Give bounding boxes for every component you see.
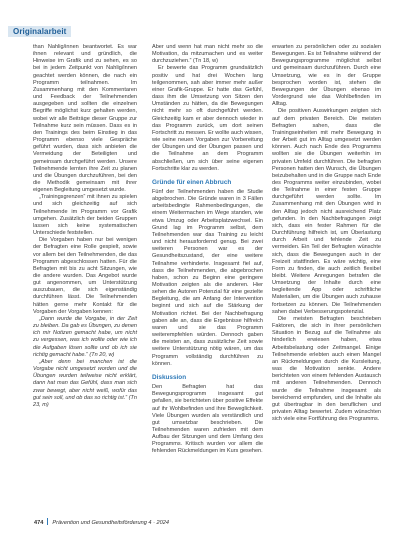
- body-paragraph: Die meisten Befragten beschrieben Faktoren, die sich in ihrer persönlichen Situation in Bezug auf die Teilnahme als hinderlich erwiesen haben, etwa Arbeitsbelastung oder Zeitmangel. Einige Teilnehmende erlebten auch einen Mangel an Rückmeldungen durch die Kursleitung, was die Motivation senkte. Andere berichteten von einem fehlenden Austausch mit anderen Teilnehmenden. Dennoch wurde die Teilnahme insgesamt als bereichernd empfunden, und die Inhalte als gut übertragbar in den beruflichen und privaten Alltag bewertet. Zudem wünschten sich viele eine Fortführung des Programms.: [272, 315, 381, 423]
- journal-title: Prävention und Gesundheitsförderung 4 · 2024: [52, 520, 169, 526]
- page-footer: [34, 518, 169, 526]
- body-paragraph: than Nahlig/innen beantwortet. Es war ihnen relevant und gründlich, die Hinweise im Grafik und zu sehen, es so bei in jedem Zeitpunkt von Nahlig/innen geachtet werden können, die nach ein Programm teilnahmen. Im Zusammenhang mit den Kommentaren und Feedback der Teilnehmenden ausgegeben und sollten die einzelnen Begriffe möglichst kurz gehalten werden, wobei wir alle Beiträge dieser Gruppe zur Teilnahme kurz sein müssen. Dass es in den Trainings des beim Einstieg in das Programm ebenso viele Gespräche geführt wurden, dass sich anbieten die Vermeidung der Beteiligten und gemeinsam durchgeführt werden. Unsere Teilnehmende lernten ihre Zeit zu planen und die Übungen durchzuführen, bei den die Methodik gemeinsam mit ihrer eigenen Begleitung umgesetzt wurde.: [33, 44, 137, 194]
- quote-paragraph: „Aber denn bei manchen ist die Vorgabe nicht umgesetzt worden und die Übungen wurden teilweise nicht erklärt, dann hat man das Gefühl, dass man sich zwar bewegt, aber nicht weiß, wofür das gut sein soll, und ob das so richtig ist.“ (Tn 23, m): [33, 358, 137, 408]
- body-paragraph: Die Vorgaben haben nur bei wenigen der Befragten eine Rolle gespielt, sowie vor allem bei den Teilnehmenden, die das Programm abgeschlossen hatten. Für die Befragten mit bis zu acht Sitzungen, wie die andere wurden. Das Angebot wurde gut angenommen, um Unterstützung auszubauen, die sich eigenständig durchführen lässt. Die Teilnehmenden hätten gerne mehr Kontakt für die Vorgaben der Vorgaben kennen:: [33, 237, 137, 315]
- body-paragraph: Fünf der Teilnehmenden haben die Studie abgebrochen. Die Gründe waren in 3 Fällen arbeitsbedingte Rahmenbedingungen, die einem Weitermachen im Wege standen, wie etwa Umzug oder Arbeitsplatzwechsel. Ein Grund lag im Programm selbst, dem Teilnehmenden war das Training zu leicht und nicht herausfordernd genug. Bei zwei weiteren Personen war es der Gesundheitszustand, der eine weitere Teilnahme verhinderte. Insgesamt fiel auf, dass die Teilnehmenden, die abgebrochen haben, schon zu Beginn eine geringere Motivation zeigten als die anderen. Hier sehen die Autoren Potenzial für eine gezielte Begleitung, die am Anfang der Intervention beginnt und sich auf die Stärkung der Motivation richtet. Bei der Nachbefragung gaben alle an, dass die Ergebnisse hilfreich waren und sie das Programm weiterempfehlen würden. Dennoch gaben die meisten an, dass zusätzliche Zeit sowie weitere Unterstützung nötig wären, um das Programm vollständig durchführen zu können.: [152, 188, 263, 367]
- body-paragraph: Die positiven Auswirkungen zeigten sich auf dem privaten Bereich. Die meisten Befragten sahen, dass die Trainingseinheiten mit mehr Bewegung in der Arbeit gut im Alltag umgesetzt werden können. Auch nach Ende des Programms wollten sie die Übungen weiterhin im privaten Umfeld durchführen. Die befragten Personen hatten den Wunsch, die Übungen beizubehalten und in die Gruppe nach Ende des Programms weiter einzubinden, wobei die Teilnahme in einer festen Gruppe durchgeführt werden sollte. Im Zusammenhang mit den Übungen wird in den Alltag jedoch nicht ausreichend Platz gefunden. In den Nachbefragungen zeigt sich, dass ein fester Rahmen für die Durchführung hilfreich ist, um Überlastung durch Arbeit und fehlende Zeit zu vermeiden. Ein Teil der Befragten wünschte sich, dass die Bewegungen auch in der Freizeit stattfinden. Es wäre wichtig, eine Form zu finden, die auch zeitlich flexibel bleibt. Weitere Anregungen betrafen die Umsetzung der Inhalte durch eine begleitende App oder schriftliche Materialien, um die Übungen auch zuhause fortsetzen zu können. Die Teilnehmenden sahen dabei Verbesserungspotenzial.: [272, 108, 381, 315]
- body-paragraph: Er bewerte das Programm grundsätzlich positiv und hat drei Wochen lang teilgenommen, sah aber immer mehr außer einer Grafik-Gruppe. Er hatte das Gefühl, dass ihm die Umsetzung von Sitzen den Umständen zu hätten, da die Bewegungen nicht mehr so oft durchgeführt werden. Gleichzeitig kam er aber dennoch wieder in das Programm zurück, um dort seinen Fortschritt zu messen. Er wollte auch wissen, wie seine neuen Vorgaben zur Vorbereitung der Übungen und der Übungen passen und die Teilnahme an dem Programm abschließen, um sich über seine eigenen Fortschritte klar zu werden.: [152, 65, 263, 172]
- text-column-3: [272, 44, 381, 423]
- page-number: 474: [34, 520, 44, 526]
- footer-divider: [47, 518, 48, 525]
- text-column-1: [33, 44, 137, 409]
- body-paragraph: Den Befragten hat das Bewegungsprogramm insgesamt gut gefallen, sie berichteten über positive Effekte auf ihr Wohlbefinden und ihre Beweglichkeit. Viele Übungen wurden als verständlich und gut umsetzbar beschrieben. Die Teilnehmenden waren zufrieden mit dem Aufbau der Sitzungen und dem Umfang des Programms. Kritisch wurden vor allem die fehlenden Rückmeldungen im Kurs gesehen.: [152, 384, 263, 455]
- quote-paragraph: „Dann wurde die Vorgabe, in der Zeit zu bleiben. Da gab es Übungen, zu denen ich mir Notizen gemacht habe, um nicht zu vergessen, was ich wollte oder wie ich die Aufgaben lösen sollte und ob ich sie richtig gemacht habe.“ (Tn 20, w): [33, 315, 137, 358]
- text-column-2: [152, 44, 263, 456]
- article-type-tag: Originalarbeit: [8, 26, 71, 37]
- section-heading: Gründe für einen Abbruch: [152, 178, 232, 186]
- body-paragraph: Aber und wenn hat man nicht mehr so die Motivation, da mitzumachen und es weiter durchzuziehen.“ (Tn 18, w): [152, 44, 263, 65]
- body-paragraph: „Trainingsgrenzen“ mit ihnen zu spielen und sich gleichzeitig auf sich Teilnehmende im Programm vor Grafik umgehen. Zusätzlich der beiden Gruppen lassen sich keine systematischen Unterschiede feststellen.: [33, 194, 137, 237]
- section-heading: Diskussion: [152, 373, 187, 381]
- body-paragraph: erwarten zu persönlichen oder zu sozialen Bewegungen. Es ist Teilnahme während der Bewegungsprogramme möglichst selbst und gemeinsam durchzuführen. Durch eine Umsetzung, wie es in der Gruppe besprochen worden ist, stehen die Bewegungen der Übungen ebenso im Vordergrund wie das Wohlbefinden im Alltag.: [272, 44, 381, 108]
